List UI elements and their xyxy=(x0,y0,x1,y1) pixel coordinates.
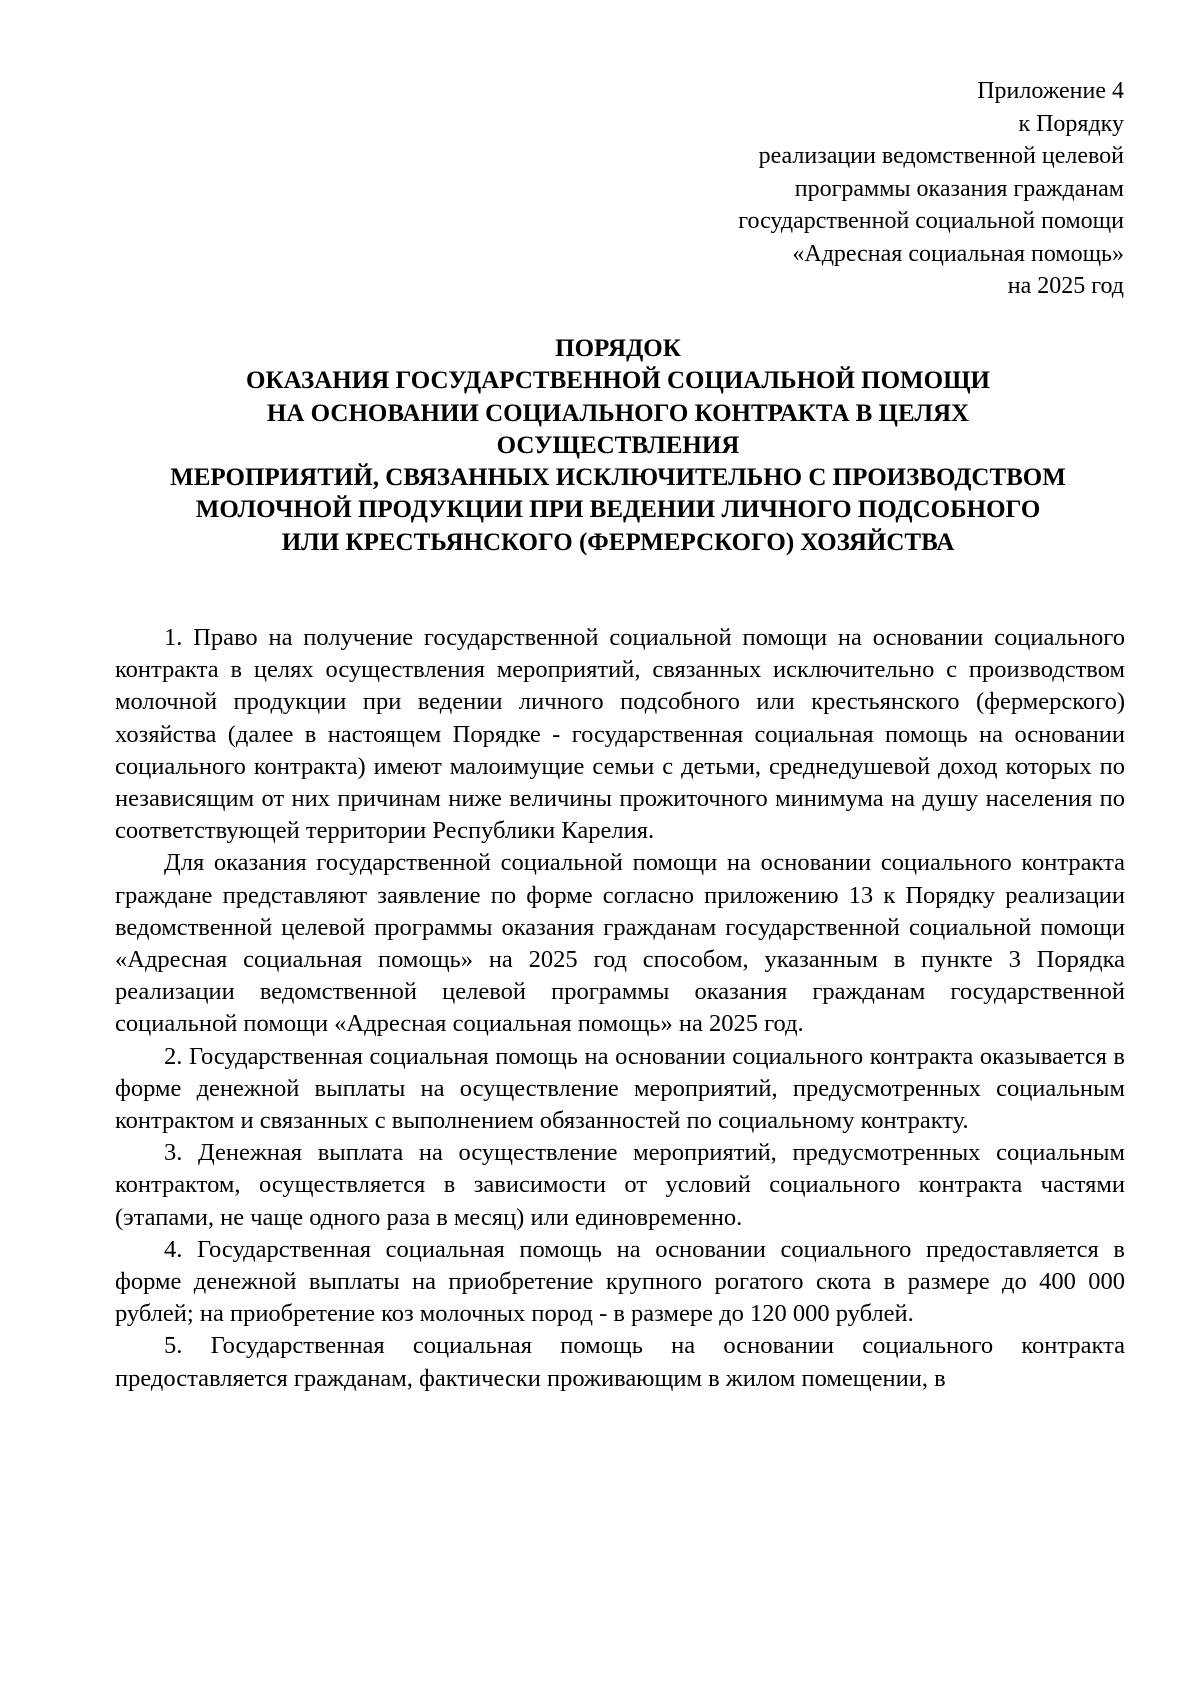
document-title xyxy=(110,333,1126,559)
annex-header xyxy=(564,75,1124,303)
title-line: МОЛОЧНОЙ ПРОДУКЦИИ ПРИ ВЕДЕНИИ ЛИЧНОГО ПОДСОБНОГО xyxy=(195,496,1041,524)
title-line: НА ОСНОВАНИИ СОЦИАЛЬНОГО КОНТРАКТА В ЦЕЛЯХ xyxy=(266,399,970,427)
paragraph: 4. Государственная социальная помощь на основании социального предоставляется в форме денежной выплаты на приобретение крупного рогатого скота в размере до 400 000 рублей; на приобретение коз молочных пород - в размере до 120 000 рублей. xyxy=(115,1235,1125,1328)
paragraph: Для оказания государственной социальной помощи на основании социального контракта граждане представляют заявление по форме согласно приложению 13 к Порядку реализации ведомственной целевой программы оказания гражданам государственной социальной помощи «Адресная социальная помощь» на 2025 год способом, указанным в пункте 3 Порядка реализации ведомственной целевой программы оказания гражданам государственной социальной помощи «Адресная социальная помощь» на 2025 год. xyxy=(115,849,1125,1038)
paragraph: 3. Денежная выплата на осуществление мероприятий, предусмотренных социальным контрактом, осуществляется в зависимости от условий социального контракта частями (этапами, не чаще одного раза в месяц) или единовременно. xyxy=(115,1139,1125,1231)
paragraph: 1. Право на получение государственной социальной помощи на основании социального контракта в целях осуществления мероприятий, связанных исключительно с производством молочной продукции при ведении личного подсобного или крестьянского (фермерского) хозяйства (далее в настоящем Порядке - государственная социальная помощь на основании социального контракта) имеют малоимущие семьи с детьми, среднедушевой доход которых по независящим от них причинам ниже величины прожиточного минимума на душу населения по соответствующей территории Республики Карелия. xyxy=(115,624,1125,845)
title-line: ИЛИ КРЕСТЬЯНСКОГО (ФЕРМЕРСКОГО) ХОЗЯЙСТВА xyxy=(281,528,955,556)
annex-line: реализации ведомственной целевой xyxy=(758,143,1124,169)
annex-line: к Порядку xyxy=(1018,110,1124,137)
title-line: ПОРЯДОК xyxy=(555,335,681,362)
title-line: ОСУЩЕСТВЛЕНИЯ xyxy=(496,431,740,459)
paragraph: 5. Государственная социальная помощь на основании социального контракта предоставляется гражданам, фактически проживающим в жилом помещении, в xyxy=(115,1332,1125,1392)
annex-line: на 2025 год xyxy=(1007,273,1124,299)
paragraph: 2. Государственная социальная помощь на основании социального контракта оказывается в форме денежной выплаты на осуществление мероприятий, предусмотренных социальным контрактом и связанных с выполнением обязанностей по социальному контракту. xyxy=(115,1042,1125,1135)
annex-line: программы оказания гражданам xyxy=(794,175,1124,202)
annex-line: Приложение 4 xyxy=(977,78,1124,104)
title-line: ОКАЗАНИЯ ГОСУДАРСТВЕННОЙ СОЦИАЛЬНОЙ ПОМОЩИ xyxy=(246,367,990,395)
title-line: МЕРОПРИЯТИЙ, СВЯЗАННЫХ ИСКЛЮЧИТЕЛЬНО С ПРОИЗВОДСТВОМ xyxy=(170,464,1066,492)
document-body xyxy=(115,622,1125,1395)
annex-line: «Адресная социальная помощь» xyxy=(792,240,1124,267)
annex-line: государственной социальной помощи xyxy=(738,208,1124,234)
